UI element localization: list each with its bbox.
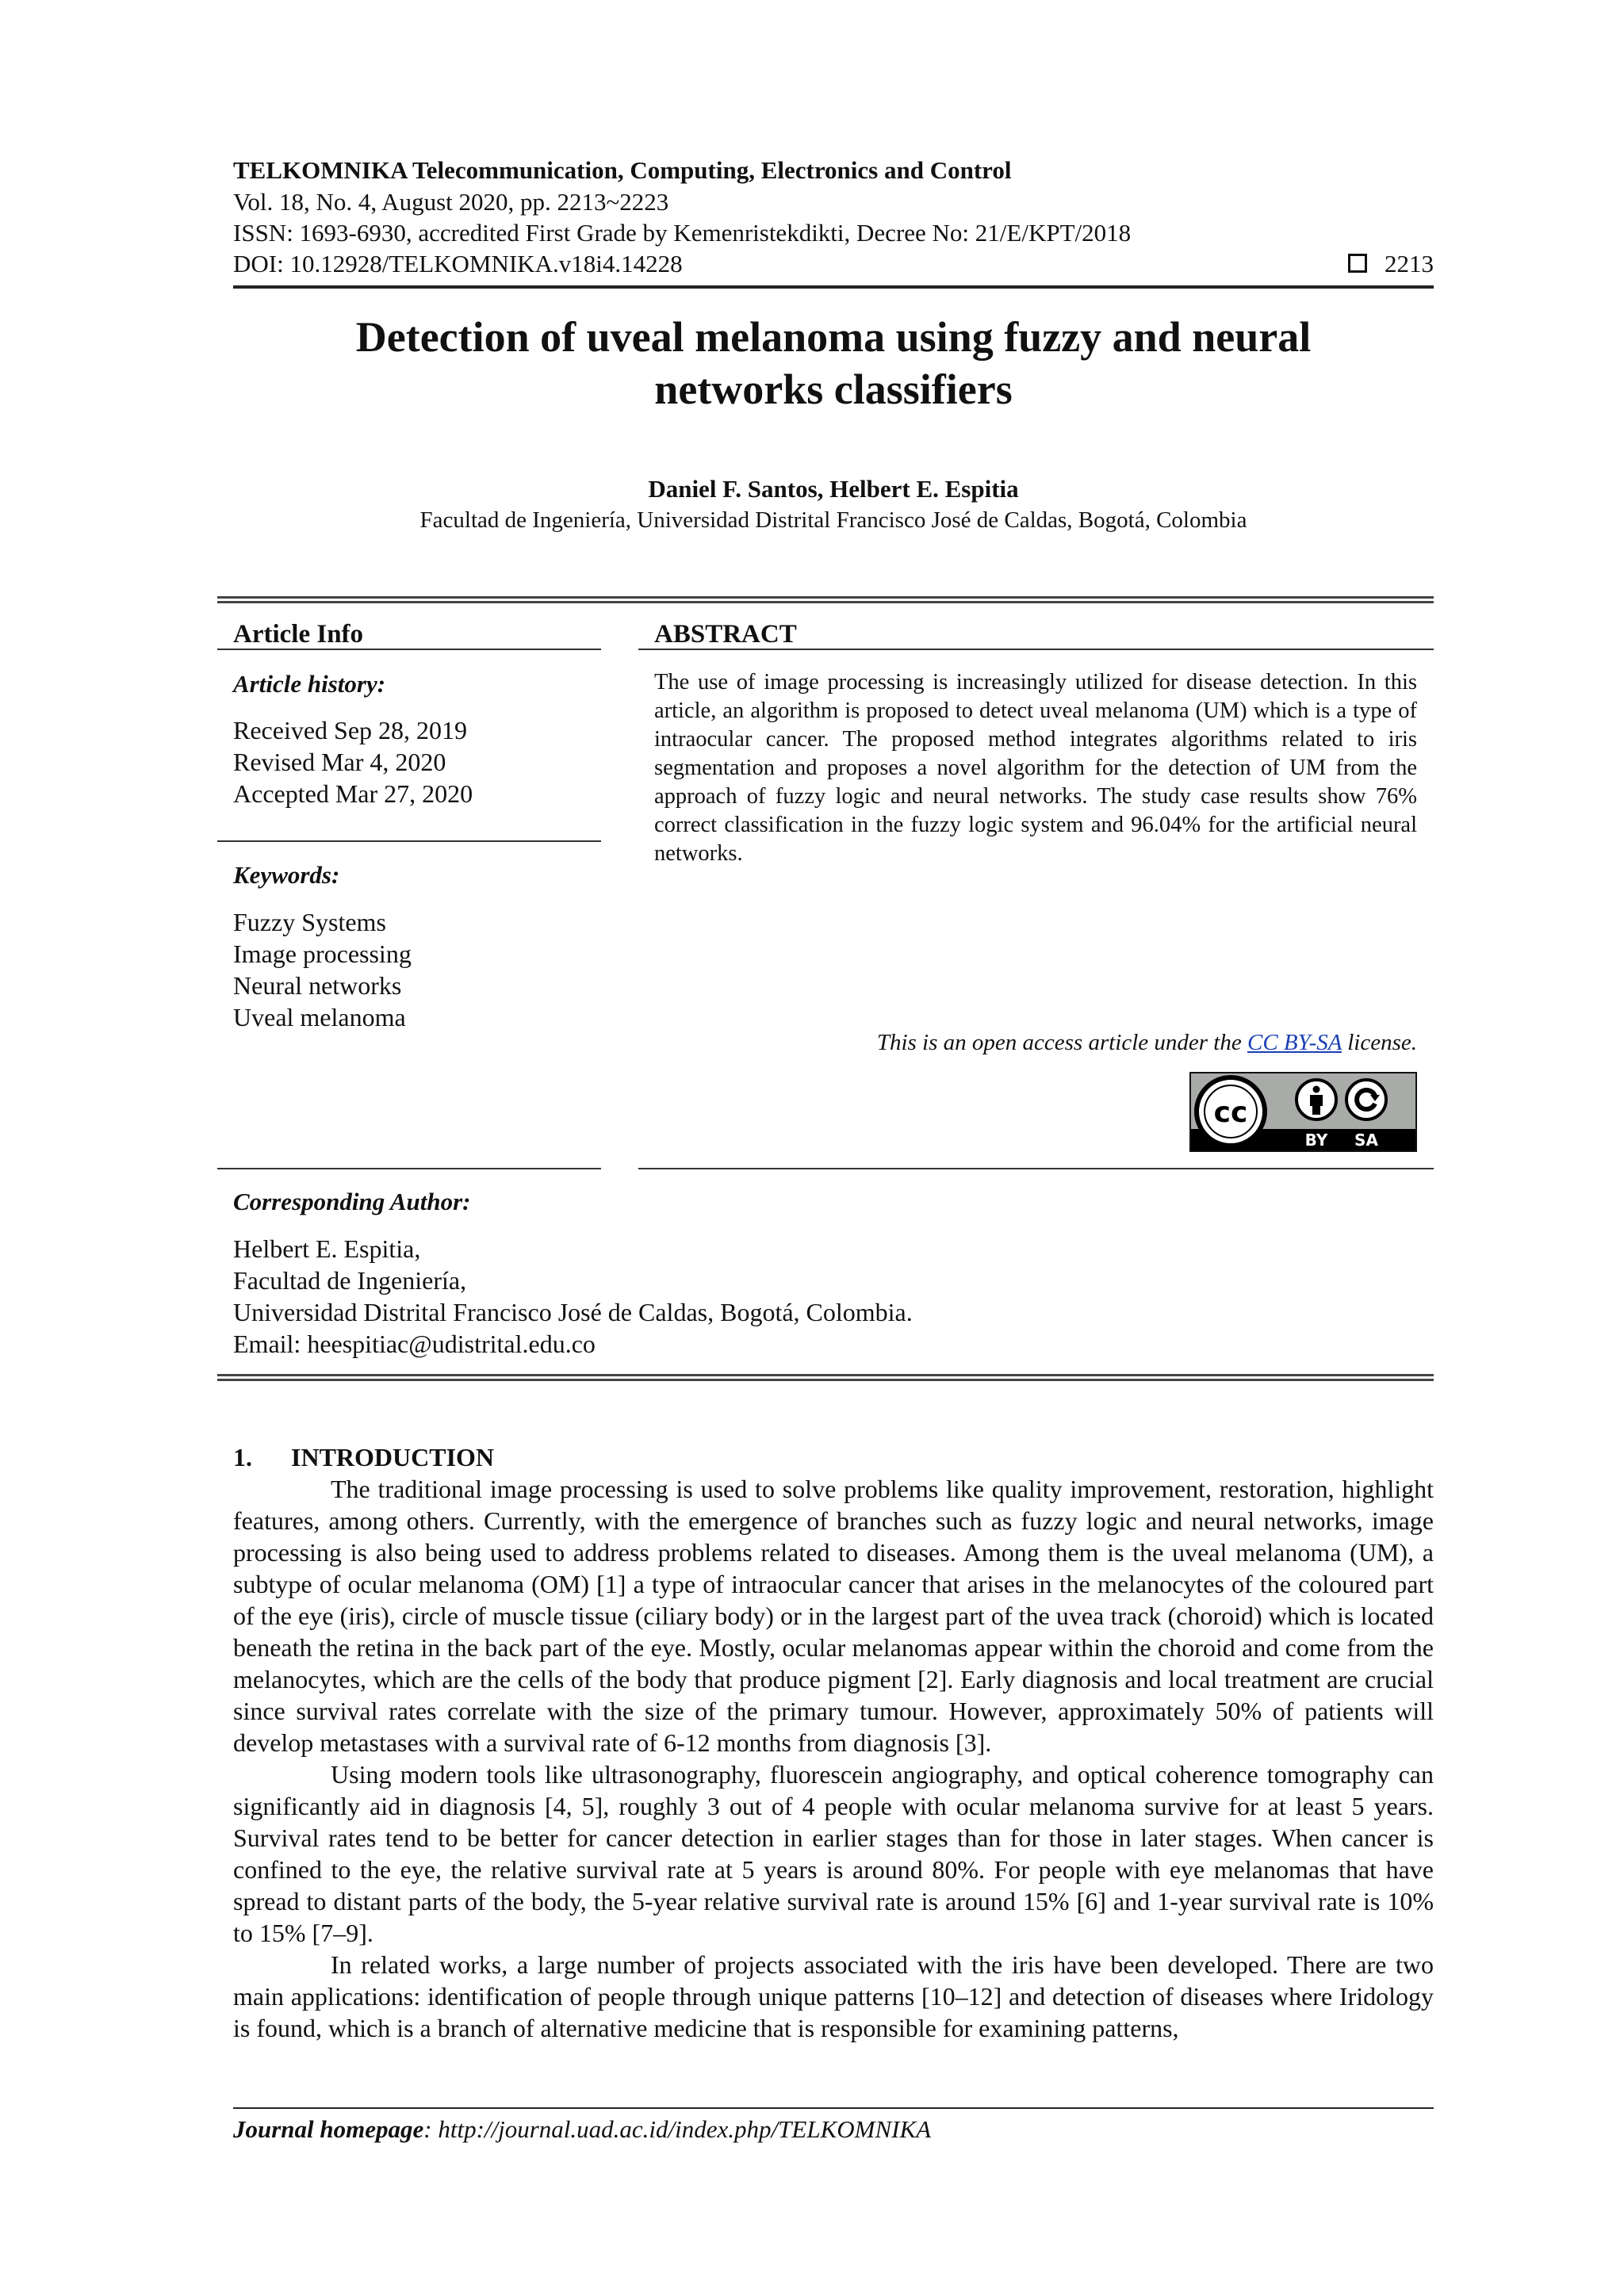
paper-title-line-2: networks classifiers [654,365,1013,413]
section-title: INTRODUCTION [291,1443,495,1471]
page-number: 2213 [1385,250,1434,277]
journal-homepage-footer [233,2114,931,2145]
corresponding-email: Email: heespitiac@udistrital.edu.co [233,1330,596,1358]
keyword-item: Uveal melanoma [233,1003,406,1031]
introduction-body [233,1473,1434,2044]
license-link[interactable]: CC BY-SA [1247,1030,1342,1055]
corresponding-university: Universidad Distrital Francisco José de Caldas, Bogotá, Colombia. [233,1298,913,1326]
corresponding-name: Helbert E. Espitia, [233,1234,421,1263]
article-history-heading: Article history: [233,670,386,698]
section-heading-introduction [233,1441,494,1473]
abstract-text: The use of image processing is increasingly utilized for disease detection. In this article, an algorithm is proposed to detect uveal melanoma (UM) which is a type of intraocular cancer. The proposed method integrates algorithms related to iris segmentation and proposes a novel algorithm for the detection of UM from the approach of fuzzy logic and neural networks. The study case results show 76% correct classification in the fuzzy logic system and 96.04% for the artificial neural networks. [654,670,1417,866]
journal-name: TELKOMNIKA Telecommunication, Computing, Electronics and Control [233,156,1012,184]
keyword-item: Neural networks [233,971,402,1000]
keyword-item: Image processing [233,939,412,968]
volume-info: Vol. 18, No. 4, August 2020, pp. 2213~2223 [233,188,669,216]
paper-title-line-1: Detection of uveal melanoma using fuzzy and neural [355,313,1312,361]
corresponding-author-details [233,1233,913,1360]
footer-label: Journal homepage [233,2115,424,2143]
corresponding-faculty: Facultad de Ingeniería, [233,1266,467,1295]
footer-rule [233,2107,1434,2109]
history-rule [217,840,601,842]
by-badge-text: BY [1304,1131,1328,1150]
history-revised: Revised Mar 4, 2020 [233,748,446,776]
section-number: 1. [233,1443,252,1471]
issn-info: ISSN: 1693-6930, accredited First Grade by Kemenristekdikti, Decree No: 21/E/KPT/2018 [233,219,1132,247]
page-number-block [1348,249,1434,279]
license-suffix: license. [1341,1030,1417,1055]
paper-title [233,311,1434,415]
license-prefix: This is an open access article under the [876,1030,1247,1055]
sa-badge-text: SA [1354,1131,1378,1150]
paragraph: In related works, a large number of projects associated with the iris have been developed. There are two main applications: identification of people through unique patterns [10–12] and detection of diseases where Iridology is found, which is a branch of alternative medicine that is responsible for examining patterns, [233,1950,1434,2042]
checkbox-square-icon [1348,254,1367,273]
license-statement [877,1028,1417,1057]
history-accepted: Accepted Mar 27, 2020 [233,779,473,808]
cc-badge-text: cc [1213,1096,1248,1129]
paragraph: Using modern tools like ultrasonography, fluorescein angiography, and optical coherence tomography can significantly aid in diagnosis [4, 5], roughly 3 out of 4 people with ocular melanoma survive for at least 5 years. Survival rates tend to be better for cancer detection in earlier stages than for those in later stages. When cancer is confined to the eye, the relative survival rate at 5 years is around 80%. For people with eye melanomas that have spread to distant parts of the body, the 5-year relative survival rate is around 15% [6] and 1-year survival rate is 10% to 15% [7–9]. [233,1760,1434,1947]
info-box-bottom-rule-left [217,1168,601,1169]
footer-url[interactable]: : http://journal.uad.ac.id/index.php/TELKOMNIKA [423,2115,932,2143]
history-received: Received Sep 28, 2019 [233,716,468,744]
abstract-rule [638,649,1434,650]
info-box-top-rule [217,596,1434,603]
keywords-list [233,906,412,1033]
paragraph: The traditional image processing is used to solve problems like quality improvement, restoration, highlight features, among others. Currently, with the emergence of branches such as fuzzy logic and neural networks, image processing is also being used to address problems related to diseases. Among them is the uveal melanoma (UM), a subtype of ocular melanoma (OM) [1] a type of intraocular cancer that arises in the melanocytes of the coloured part of the eye (iris), circle of muscle tissue (ciliary body) or in the largest part of the uvea track (choroid) which is located beneath the retina in the back part of the eye. Mostly, ocular melanomas appear within the choroid and come from the melanocytes, which are the cells of the body that produce pigment [2]. Early diagnosis and local treatment are crucial since survival rates correlate with the size of the primary tumour. However, approximately 50% of patients will develop metastases with a survival rate of 6-12 months from diagnosis [3]. [233,1475,1434,1757]
keyword-item: Fuzzy Systems [233,908,386,936]
doi-info: DOI: 10.12928/TELKOMNIKA.v18i4.14228 [233,250,683,277]
keywords-heading: Keywords: [233,861,340,889]
abstract-heading: ABSTRACT [654,620,797,649]
affiliation: Facultad de Ingeniería, Universidad Distrital Francisco José de Caldas, Bogotá, Colombia [419,507,1247,533]
info-box-bottom-rule-right [638,1168,1434,1169]
authors: Daniel F. Santos, Helbert E. Espitia [648,475,1019,503]
cc-by-sa-badge[interactable] [1189,1072,1417,1152]
article-history [233,714,473,809]
article-info-rule [217,649,601,650]
article-info-heading: Article Info [233,620,364,649]
corresponding-author-heading: Corresponding Author: [233,1188,471,1215]
cc-by-sa-logo-icon [1191,1073,1415,1150]
header-rule [233,285,1434,289]
info-box-end-rule [217,1374,1434,1381]
